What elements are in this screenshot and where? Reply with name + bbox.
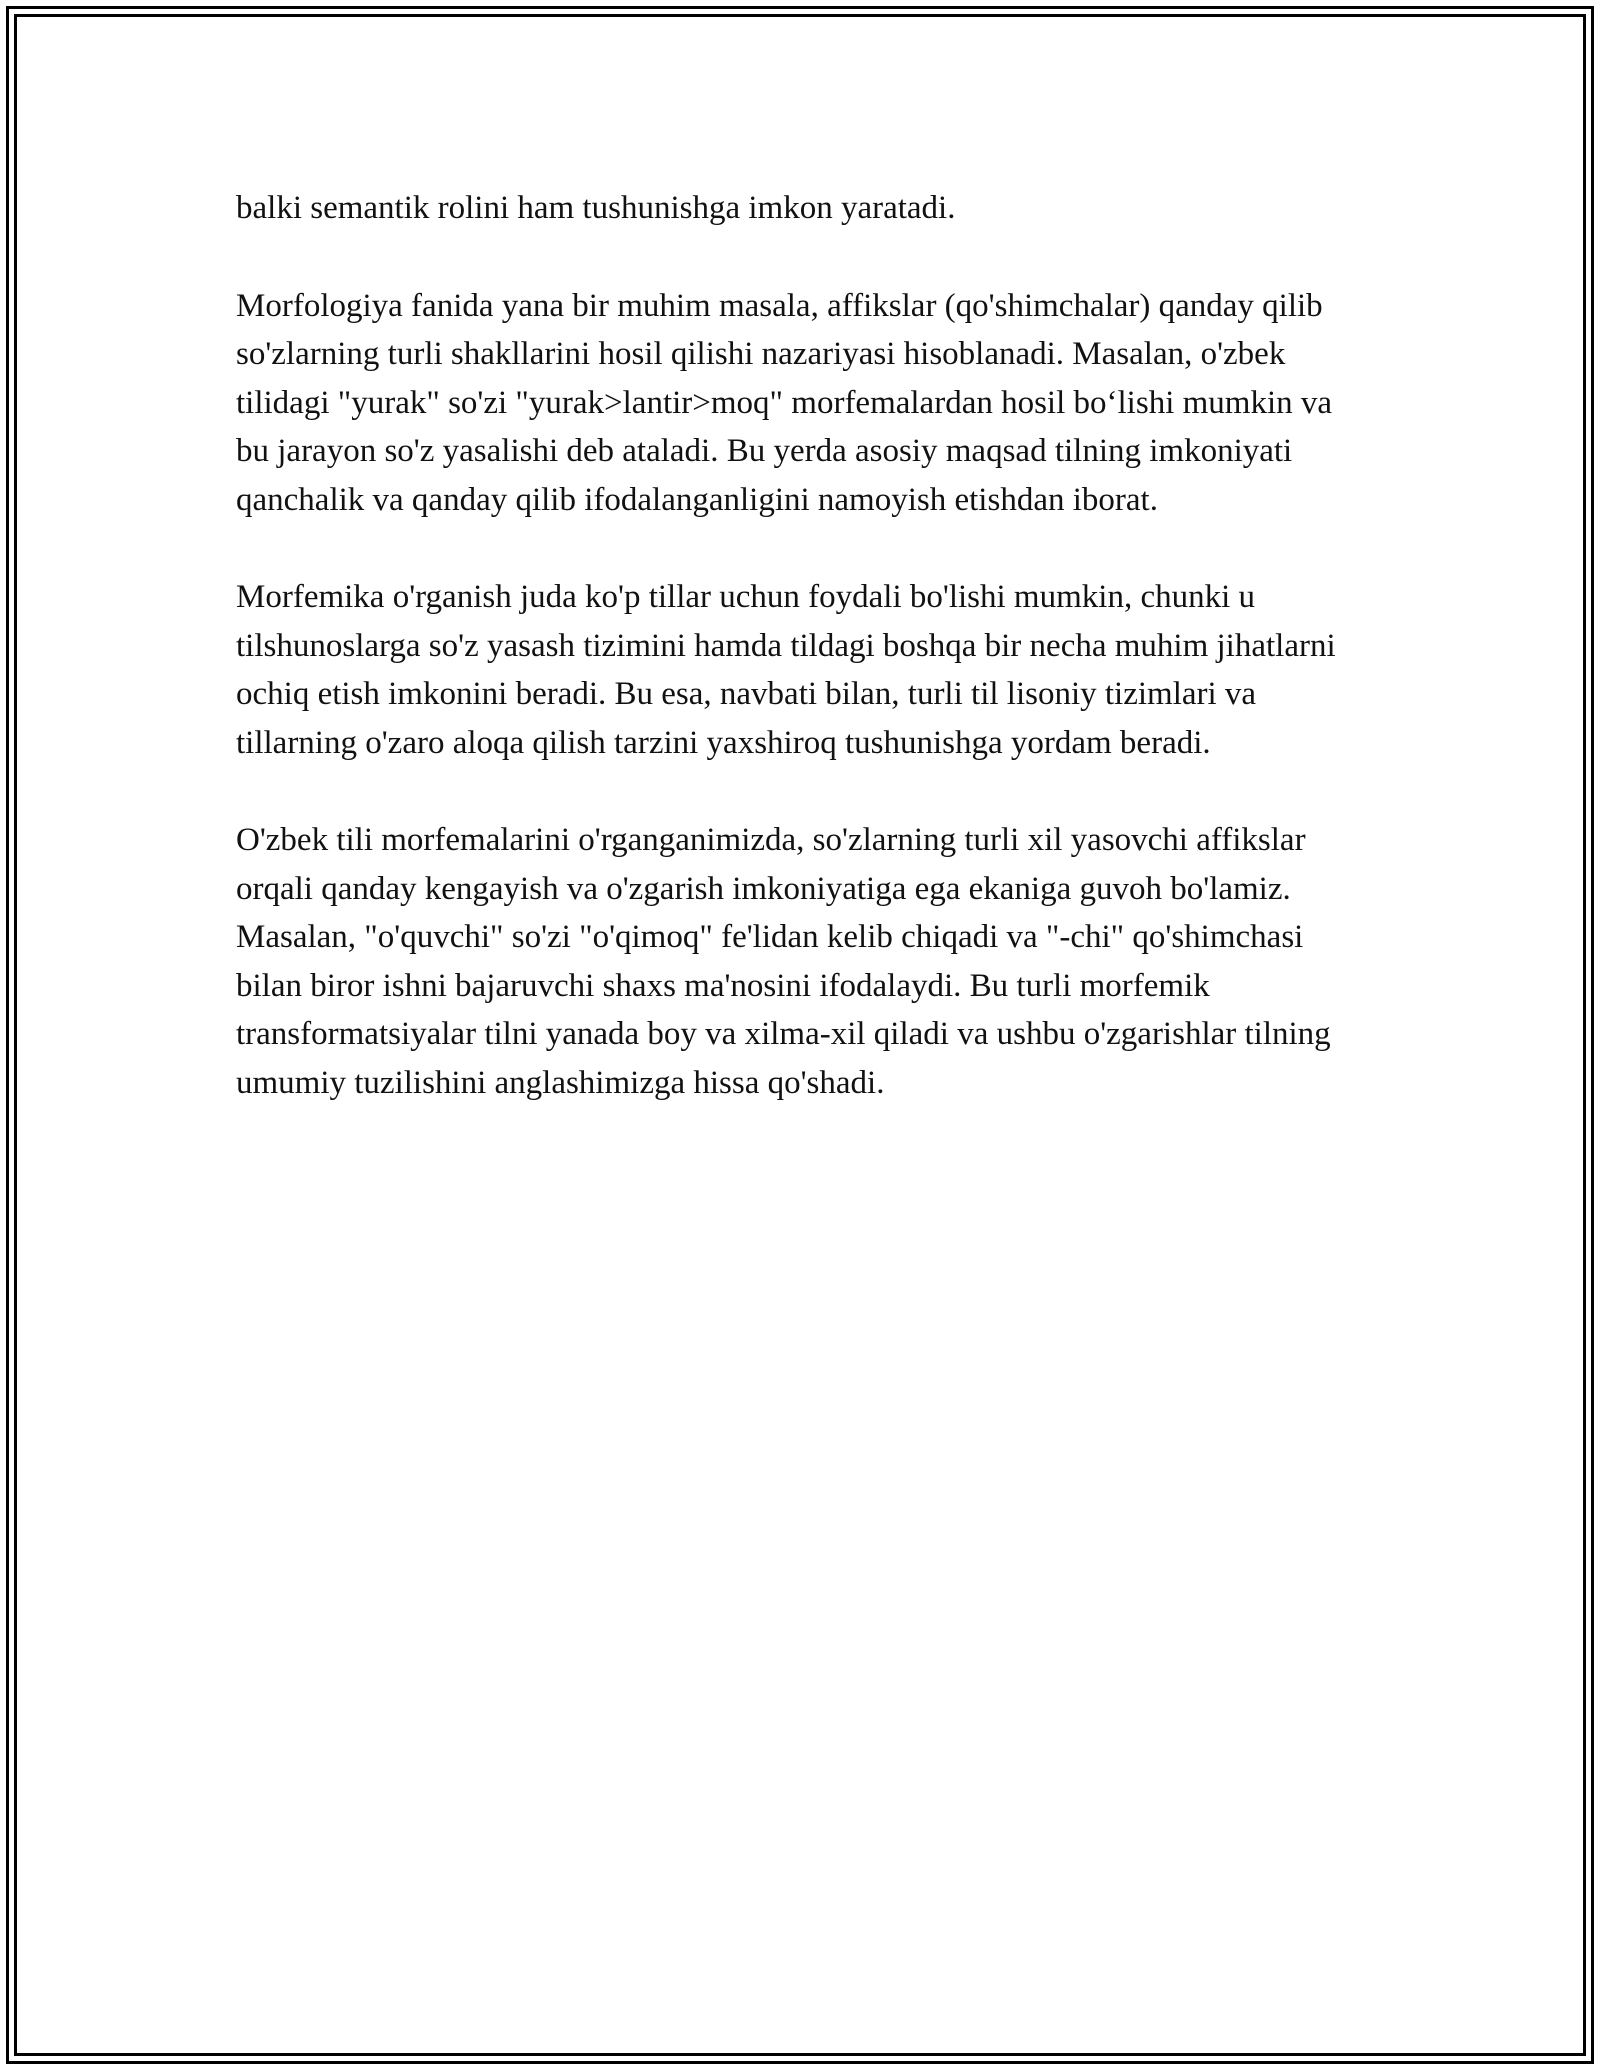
document-body	[236, 184, 1366, 1156]
paragraph-4: O'zbek tili morfemalarini o'rganganimizda, so'zlarning turli xil yasovchi affikslar orqali qanday kengayish va o'zgarish imkoniyatiga ega ekaniga guvoh bo'lamiz. Masalan, "o'quvchi" so'zi "o'qimoq" fe'lidan kelib chiqadi va "-chi" qo'shimchasi bilan biror ishni bajaruvchi shaxs ma'nosini ifodalaydi. Bu turli morfemik transformatsiyalar tilni yanada boy va xilma-xil qiladi va ushbu o'zgarishlar tilning umumiy tuzilishini anglashimizga hissa qo'shadi.	[236, 822, 1331, 1101]
paragraph-2: Morfologiya fanida yana bir muhim masala, affikslar (qo'shimchalar) qanday qilib so'zlarning turli shakllarini hosil qilishi nazariyasi hisoblanadi. Masalan, o'zbek tilidagi "yurak" so'zi "yurak>lantir>moq" morfemalardan hosil bo‘lishi mumkin va bu jarayon so'z yasalishi deb ataladi. Bu yerda asosiy maqsad tilning imkoniyati qanchalik va qanday qilib ifodalanganligini namoyish etishdan iborat.	[236, 287, 1333, 518]
paragraph-1: balki semantik rolini ham tushunishga imkon yaratadi.	[236, 190, 956, 226]
paragraph-3: Morfemika o'rganish juda ko'p tillar uchun foydali bo'lishi mumkin, chunki u tilshunoslarga so'z yasash tizimini hamda tildagi boshqa bir necha muhim jihatlarni ochiq etish imkonini beradi. Bu esa, navbati bilan, turli til lisoniy tizimlari va tillarning o'zaro aloqa qilish tarzini yaxshiroq tushunishga yordam beradi.	[236, 579, 1336, 761]
